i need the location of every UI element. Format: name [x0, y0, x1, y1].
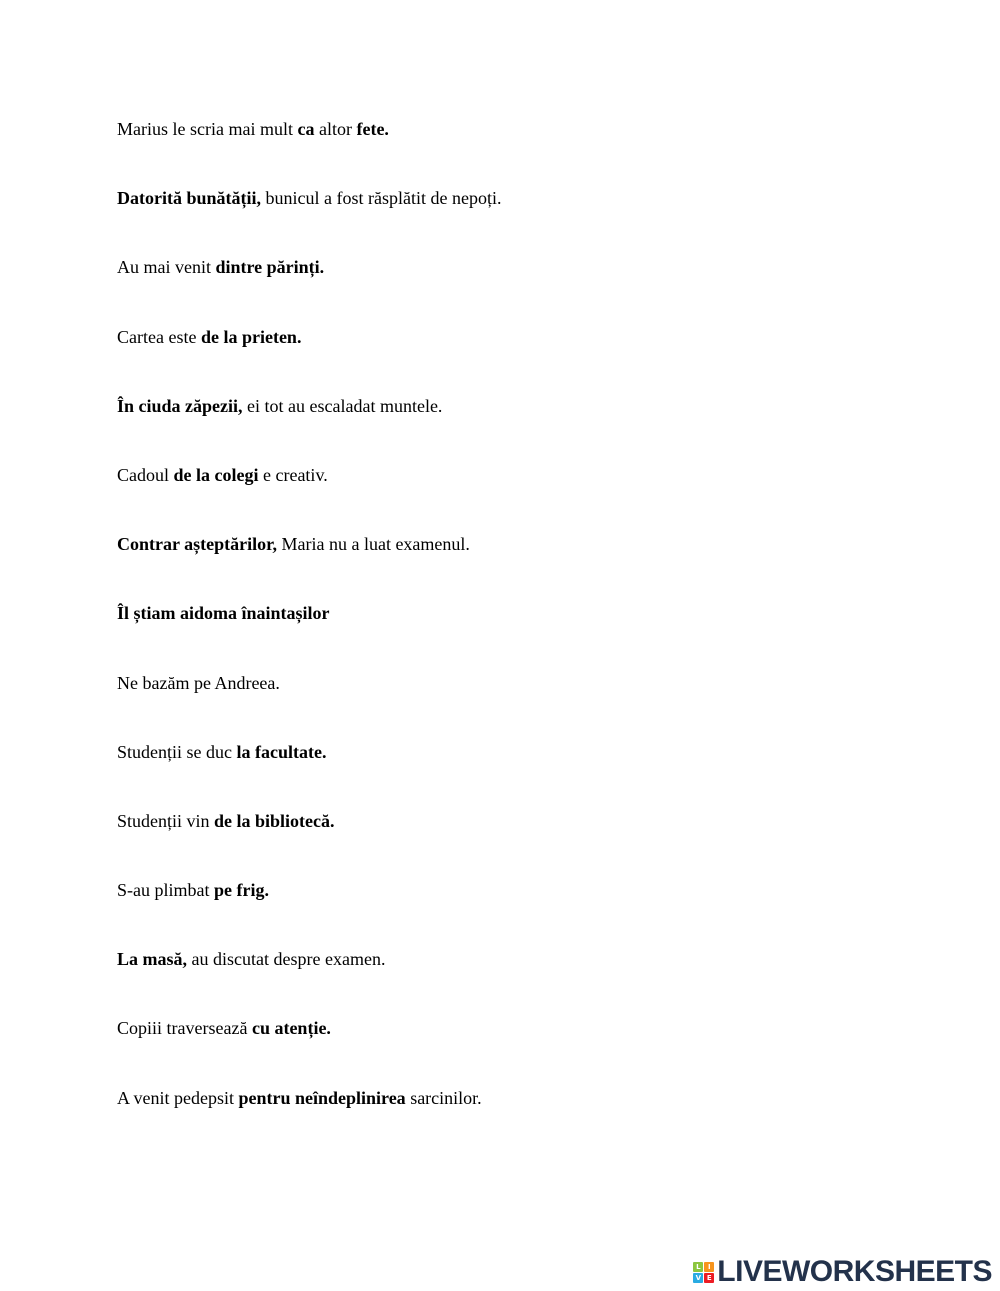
- text-fragment: altor: [314, 119, 357, 139]
- text-fragment: sarcinilor.: [405, 1087, 482, 1108]
- sentence-13: [117, 946, 937, 972]
- text-fragment: Studenții vin: [117, 810, 215, 831]
- text-fragment: Au mai venit: [117, 257, 216, 278]
- logo-tile: L: [693, 1262, 703, 1272]
- sentence-9: [117, 670, 937, 696]
- sentence-10: [117, 739, 937, 765]
- text-fragment: Cadoul: [117, 464, 174, 485]
- bold-phrase: la facultate.: [236, 741, 327, 762]
- sentence-8: [117, 600, 937, 626]
- bold-phrase: de la prieten.: [200, 326, 302, 347]
- logo-tile: V: [693, 1273, 703, 1283]
- bold-phrase: La masă,: [117, 949, 188, 970]
- sentence-15: [117, 1085, 937, 1111]
- text-fragment: au discutat despre examen.: [187, 949, 386, 970]
- bold-phrase: În ciuda zăpezii,: [117, 395, 243, 416]
- bold-phrase: Contrar așteptărilor,: [117, 534, 277, 555]
- liveworksheets-logo: [693, 1255, 992, 1288]
- sentence-1: [117, 116, 937, 142]
- text-fragment: e creativ.: [258, 464, 328, 485]
- sentence-6: [117, 462, 937, 488]
- text-fragment: Copiii traversează: [117, 1018, 252, 1039]
- bold-phrase: Îl știam aidoma înaintașilor: [117, 603, 330, 624]
- bold-phrase: ca: [297, 119, 315, 139]
- text-fragment: Cartea este: [117, 326, 201, 347]
- sentence-2: [117, 185, 937, 211]
- logo-tile: I: [704, 1262, 714, 1272]
- text-fragment: Maria nu a luat examenul.: [276, 534, 470, 555]
- bold-phrase: pe frig.: [214, 880, 269, 901]
- text-fragment: Studenții se duc: [117, 741, 237, 762]
- text-fragment: ei tot au escaladat muntele.: [242, 395, 443, 416]
- sentence-7: [117, 531, 937, 557]
- sentence-12: [117, 877, 937, 903]
- liveworksheets-logo-icon: [693, 1262, 714, 1283]
- sentence-14: [117, 1015, 937, 1041]
- text-fragment: bunicul a fost răsplătit de nepoți.: [261, 188, 502, 209]
- sentence-list: [117, 116, 937, 1154]
- bold-phrase: fete.: [356, 119, 389, 139]
- sentence-11: [117, 808, 937, 834]
- sentence-4: [117, 324, 937, 350]
- text-fragment: A venit pedepsit: [117, 1087, 239, 1108]
- bold-phrase: dintre părinți.: [215, 257, 325, 278]
- bold-phrase: Datorită bunătății,: [117, 188, 261, 209]
- logo-text: LIVEWORKSHEETS: [717, 1255, 992, 1288]
- bold-phrase: de la bibliotecă.: [214, 810, 335, 831]
- sentence-5: [117, 393, 937, 419]
- sentence-3: [117, 254, 937, 280]
- text-fragment: S-au plimbat: [117, 880, 214, 901]
- text-fragment: Ne bazăm pe Andreea.: [117, 672, 280, 693]
- bold-phrase: de la colegi: [173, 464, 259, 485]
- bold-phrase: pentru neîndeplinirea: [238, 1087, 406, 1108]
- text-fragment: Marius le scria mai mult: [117, 119, 298, 139]
- logo-tile: E: [704, 1273, 714, 1283]
- bold-phrase: cu atenție.: [251, 1018, 331, 1039]
